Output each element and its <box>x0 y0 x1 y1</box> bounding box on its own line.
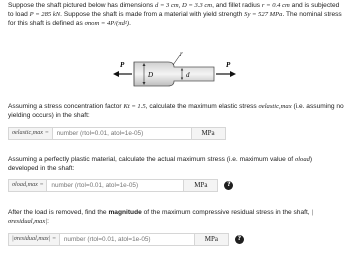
answer-label-elastic-max: σelastic,max = <box>8 127 52 140</box>
load-label-right: P <box>226 61 231 69</box>
label-d: d <box>186 71 190 79</box>
answer-row-elastic-max <box>8 127 226 140</box>
left-load-arrow <box>113 71 132 77</box>
question-residual-max: After the load is removed, find the magnitude of the maximum compressive residual stress in the shaft, |σresidual,max|: <box>8 209 314 225</box>
load-label-left: P <box>120 61 125 69</box>
dimension-equation: d = 3 cm, D = 3.3 cm <box>155 2 213 9</box>
answer-label-load-max: σload,max = <box>8 179 46 192</box>
answer-row-load-max <box>8 179 233 192</box>
stress-concentration-factor: Kt = 1.5 <box>123 103 146 110</box>
intro-text: Suppose the shaft pictured below has dimensions <box>8 2 155 9</box>
load-equation: P = 285 kN <box>29 10 61 18</box>
unit-label: MPa <box>195 233 229 246</box>
fillet-radius-equation: r = 0.4 cm <box>261 2 290 9</box>
help-icon[interactable]: ? <box>235 235 244 244</box>
shaft-figure <box>110 50 240 92</box>
yield-strength-equation: Sy = 527 MPa <box>244 10 283 18</box>
answer-label-residual-max: |σresidual,max| = <box>8 233 59 246</box>
label-D: D <box>148 71 154 79</box>
question-load-max: Assuming a perfectly plastic material, calculate the actual maximum stress (i.e. maximum value of σload) developed in the shaft: <box>8 156 313 172</box>
problem-statement: Suppose the shaft pictured below has dimensions d = 3 cm, D = 3.3 cm, and fillet radius r = 0.4 cm and is subjected to load P = 285 kN. Suppose the shaft is made from a material with yield strength Sy = 527 MPa. The nominal stress for this shaft is defined as σnom = 4P/(πd²). <box>8 2 342 27</box>
unit-label: MPa <box>192 127 226 140</box>
answer-row-residual-max <box>8 233 244 246</box>
residual-max-input[interactable] <box>59 233 195 246</box>
unit-label: MPa <box>184 179 218 192</box>
load-max-input[interactable] <box>46 179 184 192</box>
right-load-arrow <box>216 71 236 77</box>
help-icon[interactable]: ? <box>224 181 233 190</box>
question-elastic-max: Assuming a stress concentration factor Kt = 1.5, calculate the maximum elastic stress σelastic,max (i.e. assuming no yielding occurs) in the shaft: <box>8 103 344 119</box>
stepped-shaft <box>134 62 214 86</box>
nominal-stress-equation: σnom = 4P/(πd²) <box>84 19 130 27</box>
elastic-max-input[interactable] <box>52 127 192 140</box>
label-r: r <box>180 50 183 58</box>
